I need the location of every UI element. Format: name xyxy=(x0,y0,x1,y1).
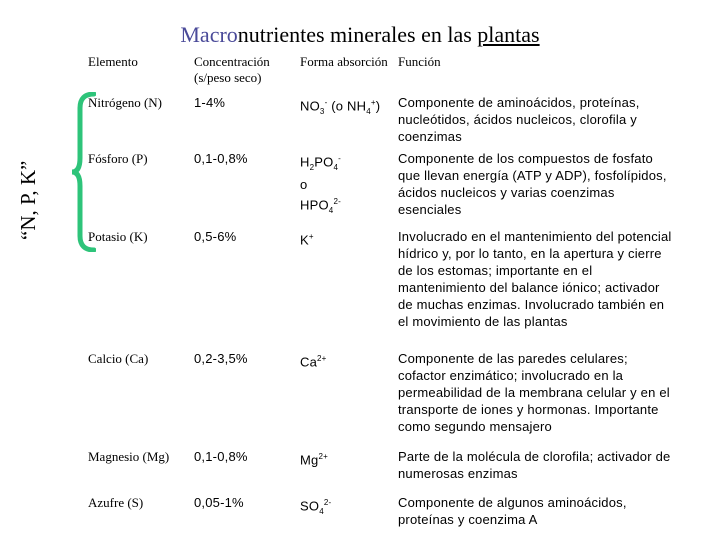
forma-sup: + xyxy=(370,98,376,107)
table-row xyxy=(82,440,682,486)
nutrients-table xyxy=(82,54,682,530)
npk-side-label: “N, P, K” xyxy=(16,160,40,240)
forma-text: (o NH xyxy=(327,98,367,114)
forma-text: SO xyxy=(300,498,320,514)
table-row xyxy=(82,146,682,224)
table-row xyxy=(82,224,682,348)
forma-text: NO xyxy=(300,98,320,114)
cell-concentracion: 0,2-3,5% xyxy=(194,351,248,366)
forma-sub: 4 xyxy=(319,506,324,516)
forma-text: K xyxy=(300,232,309,248)
cell-funcion: Componente de las paredes celulares; cofactor enzimático; involucrado en la permeabilidad de la membrana celular y en el transporte de iones y hormonas. Importante como segundo mensajero xyxy=(398,351,670,434)
forma-sub: 4 xyxy=(328,205,334,215)
forma-sup: 2+ xyxy=(317,354,327,363)
forma-sub: 2 xyxy=(309,162,315,172)
forma-sup: 2- xyxy=(323,498,332,507)
cell-elemento: Calcio (Ca) xyxy=(88,351,149,366)
cell-forma xyxy=(294,146,392,224)
cell-elemento: Potasio (K) xyxy=(88,229,148,244)
forma-text: Mg xyxy=(300,452,319,468)
cell-elemento: Fósforo (P) xyxy=(88,151,148,166)
forma-sup: + xyxy=(308,232,314,241)
forma-sub: 4 xyxy=(366,106,371,116)
cell-elemento: Magnesio (Mg) xyxy=(88,449,170,464)
header-forma: Forma absorción xyxy=(300,54,388,69)
cell-funcion: Involucrado en el mantenimiento del potencial hídrico y, por lo tanto, en la apertura y cierre de los estomas; importante en el mantenimiento del balance iónico; activador de muchas enzimas. Involucrado también en el movimiento de las plantas xyxy=(398,229,672,329)
forma-text: PO xyxy=(314,154,334,170)
table-header-row xyxy=(82,54,682,90)
cell-funcion: Componente de algunos aminoácidos, proteínas y coenzima A xyxy=(398,495,627,527)
forma-text: H xyxy=(300,154,310,170)
cell-concentracion: 0,05-1% xyxy=(194,495,244,510)
cell-funcion: Componente de aminoácidos, proteínas, nucleótidos, ácidos nucleicos, clorofila y coenzimas xyxy=(398,95,640,144)
cell-funcion: Componente de los compuestos de fosfato que llevan energía (ATP y ADP), fosfolípidos, ácidos nucleicos y varias coenzimas esenciales xyxy=(398,151,667,217)
cell-concentracion: 1-4% xyxy=(194,95,226,110)
cell-concentracion: 0,1-0,8% xyxy=(194,151,248,166)
cell-concentracion: 0,5-6% xyxy=(194,229,237,244)
forma-text: HPO xyxy=(300,197,329,213)
forma-sup: 2- xyxy=(333,196,341,206)
table-row xyxy=(82,486,682,530)
forma-text: ) xyxy=(375,98,381,114)
forma-sup: - xyxy=(338,154,341,163)
cell-forma xyxy=(294,90,392,146)
header-elemento: Elemento xyxy=(88,54,138,69)
forma-sup: - xyxy=(324,98,328,107)
forma-text: o xyxy=(300,176,308,192)
header-funcion: Función xyxy=(398,54,441,69)
cell-forma xyxy=(294,486,392,530)
title-accent: Macro xyxy=(180,22,238,47)
table-row xyxy=(82,90,682,146)
table-row xyxy=(82,348,682,440)
forma-sup: 2+ xyxy=(318,452,328,461)
page-title xyxy=(0,22,720,48)
forma-sub: 3 xyxy=(319,106,325,116)
cell-elemento: Nitrógeno (N) xyxy=(88,95,163,110)
cell-forma xyxy=(294,440,392,486)
header-concentracion: Concentración (s/peso seco) xyxy=(194,54,270,85)
forma-sub: 4 xyxy=(333,162,339,172)
cell-forma xyxy=(294,224,392,348)
cell-concentracion: 0,1-0,8% xyxy=(194,449,248,464)
forma-text: Ca xyxy=(300,354,318,370)
cell-funcion: Parte de la molécula de clorofila; activador de numerosas enzimas xyxy=(398,449,671,481)
cell-elemento: Azufre (S) xyxy=(88,495,144,510)
cell-forma xyxy=(294,348,392,440)
title-underlined: plantas xyxy=(477,22,540,47)
title-middle: nutrientes minerales en las xyxy=(237,22,478,47)
